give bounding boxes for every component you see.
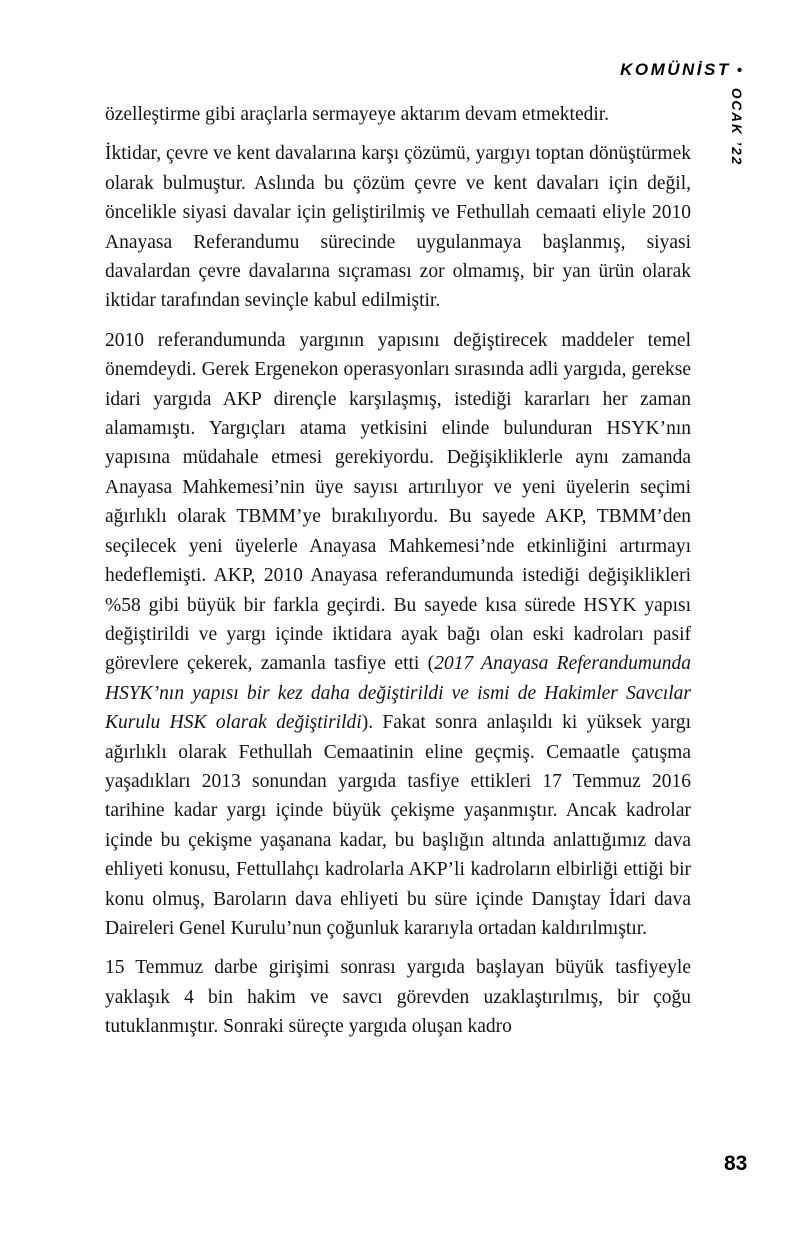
- masthead-bullet-icon: •: [736, 62, 742, 79]
- paragraph-3-normal-start: 2010 referandumunda yargının yapısını değiştirecek maddeler temel önemdeydi. Gerek Ergenekon operasyonları sırasında adli yargıda, gerekse idari yargıda AKP dirençle karşılaşmış, istediği kararları her zaman alamamıştı. Yargıçları atama yetkisini elinde bulunduran HSYK’nın yapısına müdahale etmesi gerekiyordu. Değişikliklerle aynı zamanda Anayasa Mahkemesi’nin üye sayısı artırılıyor ve yeni üyelerin seçimi ağırlıklı olarak TBMM’ye bırakılıyordu. Bu sayede AKP, TBMM’den seçilecek yeni üyelerle Anayasa Mahkemesi’nde etkinliğini artırmayı hedeflemişti. AKP, 2010 Anayasa referandumunda istediği değişiklikleri %58 gibi büyük bir farkla geçirdi. Bu sayede kısa sürede HSYK yapısı değiştirildi ve yargı içinde iktidara ayak bağı olan eski kadroları pasif görevlere çekerek, zamanla tasfiye etti (: [105, 329, 691, 675]
- body-text-column: [105, 100, 691, 1042]
- journal-masthead: [620, 60, 742, 80]
- paragraph-3: [105, 326, 691, 944]
- paragraph-1: özelleştirme gibi araçlarla sermayeye aktarım devam etmektedir.: [105, 104, 610, 125]
- journal-title: KOMÜNİST: [620, 60, 731, 79]
- issue-label: OCAK ’22: [729, 88, 744, 167]
- paragraph-2: İktidar, çevre ve kent davalarına karşı çözümü, yargıyı toptan dönüştürmek olarak bulmuştur. Aslında bu çözüm çevre ve kent davaları için değil, öncelikle siyasi davalar için geliştirilmiş ve Fethullah cemaati eliyle 2010 Anayasa Referandumu sürecinde uygulanmaya başlanmış, siyasi davalardan çevre davalarına sıçraması zor olmamış, bir yan ürün olarak iktidar tarafından sevinçle kabul edilmiştir.: [105, 143, 691, 312]
- paragraph-4: 15 Temmuz darbe girişimi sonrası yargıda başlayan büyük tasfiyeyle yaklaşık 4 bin hakim ve savcı görevden uzaklaştırılmış, bir çoğu tutuklanmıştır. Sonraki süreçte yargıda oluşan kadro: [105, 957, 691, 1038]
- paragraph-3-normal-end: ). Fakat sonra anlaşıldı ki yüksek yargı ağırlıklı olarak Fethullah Cemaatinin eline geçmiş. Cemaatle çatışma yaşadıkları 2013 sonundan yargıda tasfiye ettikleri 17 Temmuz 2016 tarihine kadar yargı içinde büyük çekişme yaşanmıştır. Ancak kadrolar içinde bu çekişme yaşanana kadar, bu başlığın altında anlattığımız dava ehliyeti konusu, Fettullahçı kadrolarla AKP’li kadroların elbirliği ettiği bir konu olmuş, Baroların dava ehliyeti bu süre içinde Danıştay İdari dava Daireleri Genel Kurulu’nun çoğunluk kararıyla ortadan kaldırılmıştır.: [105, 712, 692, 939]
- page-number: 83: [724, 1152, 748, 1175]
- paragraph-3-italic-segment: 2017 Anayasa Referandumunda HSYK’nın yapısı bir kez daha değiştirildi ve ismi de Hakimler Savcılar Kurulu HSK olarak değiştirildi: [105, 653, 691, 734]
